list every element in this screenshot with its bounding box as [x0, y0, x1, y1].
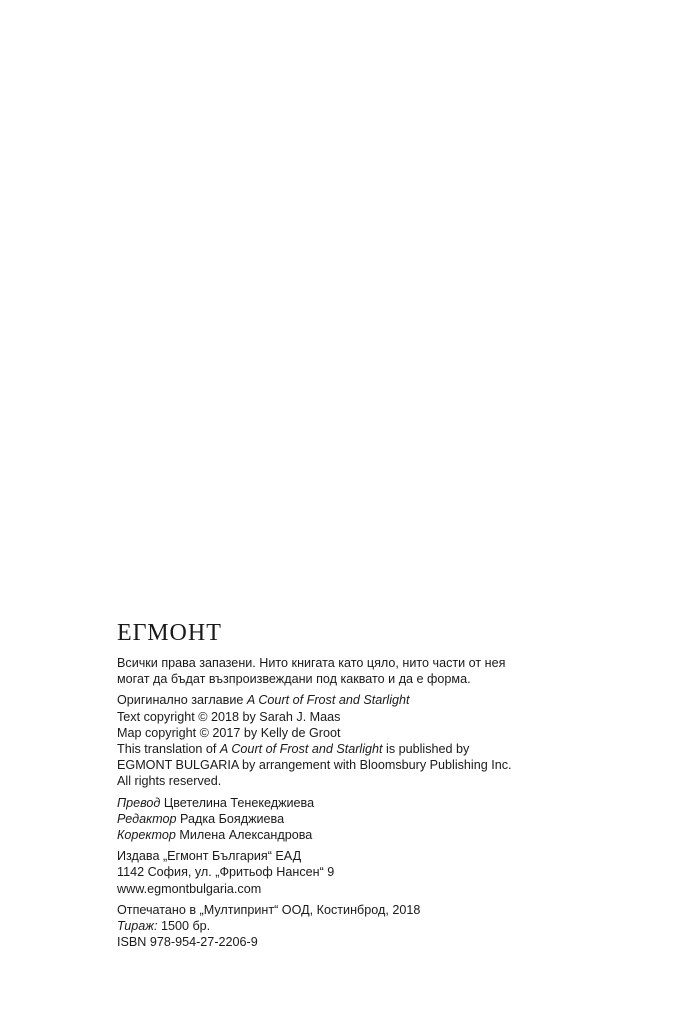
credit-editor	[117, 811, 677, 827]
publisher-address: 1142 София, ул. „Фритьоф Нансен“ 9	[117, 865, 335, 880]
credit-role: Редактор	[117, 811, 177, 826]
imprint-block	[117, 620, 677, 955]
map-copyright: Map copyright © 2017 by Kelly de Groot	[117, 725, 341, 740]
arrangement-line: EGMONT BULGARIA by arrangement with Bloomsbury Publishing Inc.	[117, 758, 512, 773]
printing-info	[117, 902, 677, 951]
credits	[117, 795, 677, 844]
publisher-logo: ЕГМОНТ	[117, 620, 222, 646]
translation-prefix: This translation of	[117, 742, 217, 757]
translation-line	[117, 741, 677, 757]
isbn: ISBN 978-954-27-2206-9	[117, 935, 258, 950]
copyright-info	[117, 692, 677, 789]
rights-line-1: Всички права запазени. Нито книгата като цяло, нито части от нея	[117, 656, 506, 670]
rights-notice	[117, 655, 677, 687]
credit-proofreader	[117, 827, 677, 843]
print-run-value: 1500 бр.	[160, 919, 211, 934]
publisher-info	[117, 848, 677, 897]
text-copyright: Text copyright © 2018 by Sarah J. Maas	[117, 709, 341, 724]
all-rights-line: All rights reserved.	[117, 774, 222, 789]
credit-name: Цветелина Тенекеджиева	[163, 795, 315, 810]
translation-title: A Court of Frost and Starlight	[219, 742, 383, 757]
translation-suffix: is published by	[386, 742, 470, 757]
credit-translator	[117, 795, 677, 811]
publisher-website: www.egmontbulgaria.com	[117, 881, 262, 896]
print-run-label: Тираж:	[117, 919, 158, 934]
credit-name: Радка Бояджиева	[180, 811, 285, 826]
original-title-label: Оригинално заглавие	[117, 693, 244, 708]
credit-role: Превод	[117, 795, 161, 810]
issued-by: Издава „Егмонт България“ ЕАД	[117, 849, 302, 864]
rights-line-2: могат да бъдат възпроизвеждани под каквато и да е форма.	[117, 672, 471, 687]
original-title-line	[117, 692, 677, 708]
print-run-line	[117, 918, 677, 934]
credit-name: Милена Александрова	[179, 828, 313, 843]
credit-role: Коректор	[117, 828, 176, 843]
original-title: A Court of Frost and Starlight	[246, 693, 410, 708]
printed-at: Отпечатано в „Мултипринт“ ООД, Костинброд, 2018	[117, 902, 421, 917]
